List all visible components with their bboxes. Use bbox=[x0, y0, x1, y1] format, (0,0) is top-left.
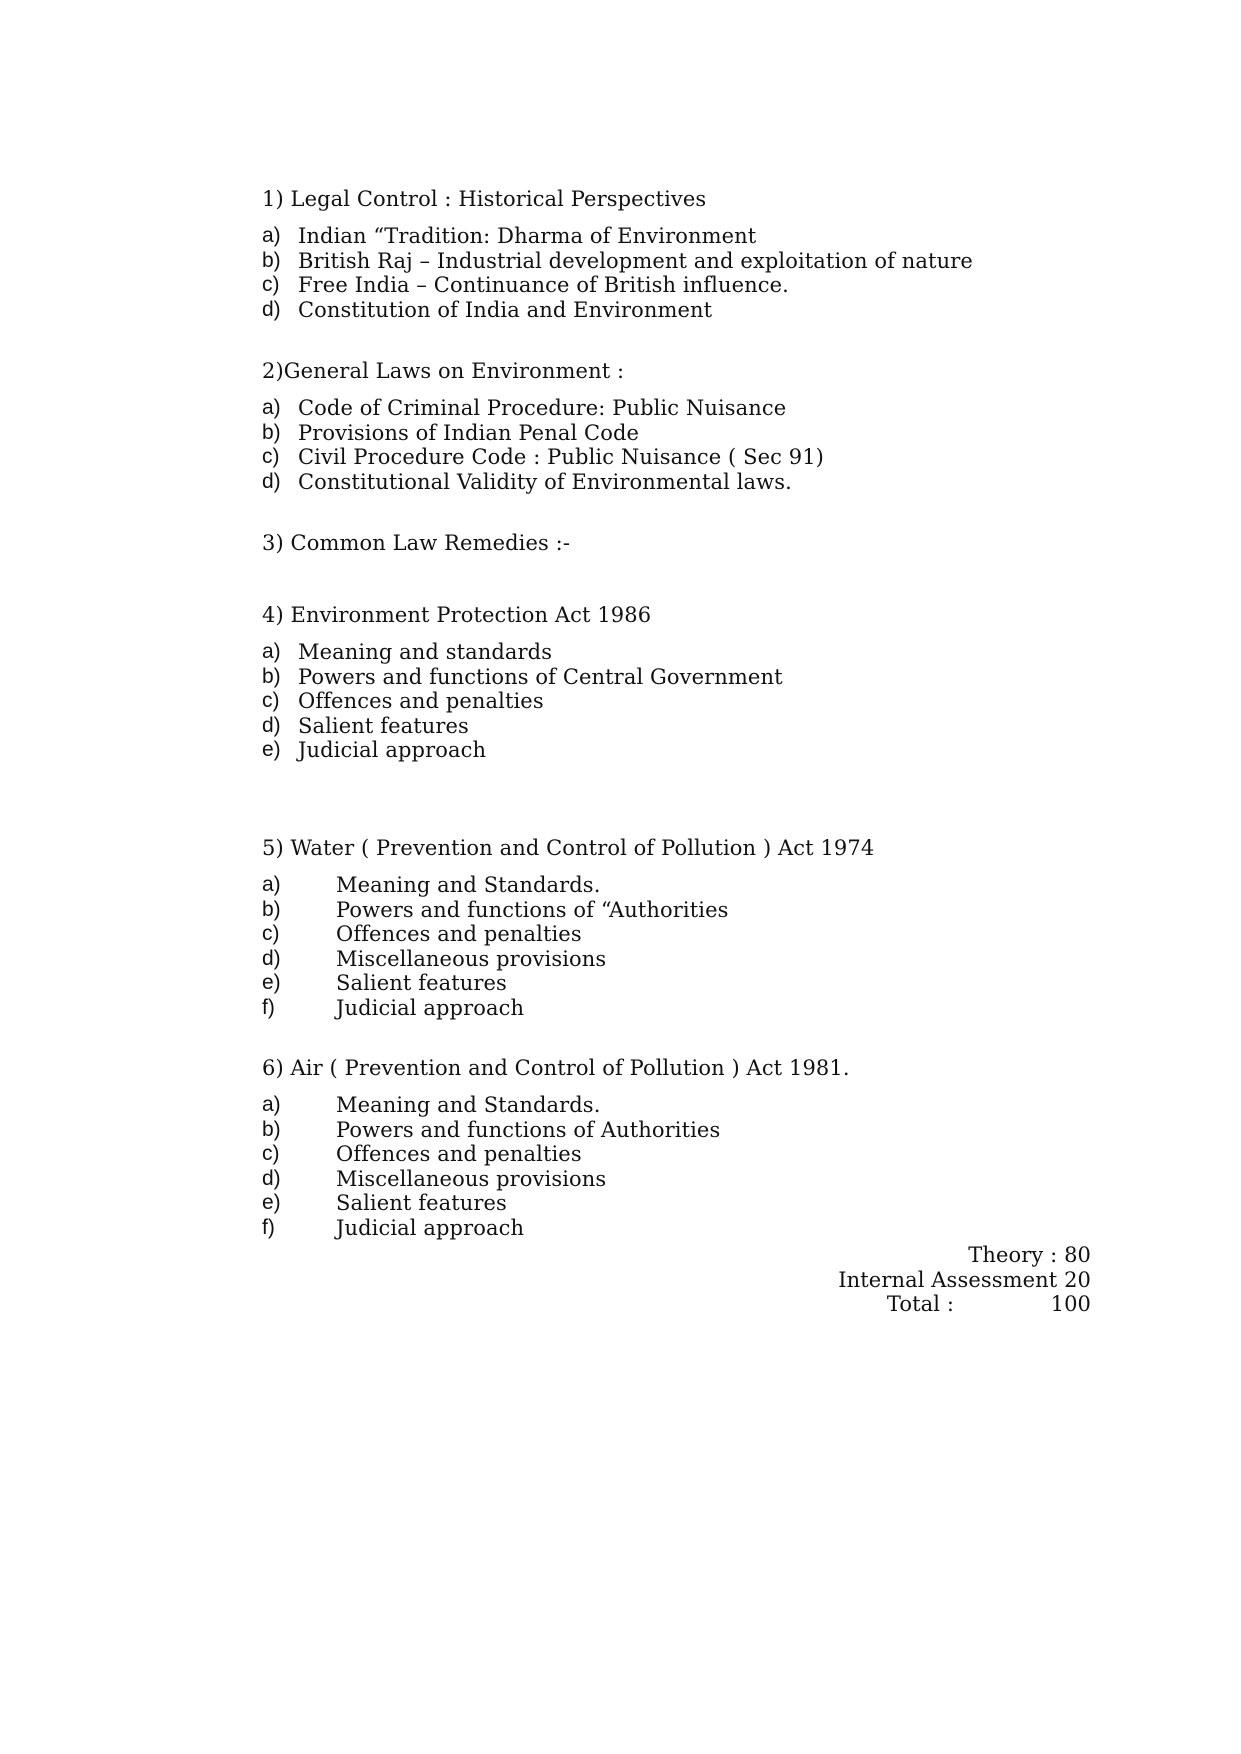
item-text: Miscellaneous provisions bbox=[336, 946, 607, 971]
item-text: Salient features bbox=[336, 971, 507, 995]
item-letter: a) bbox=[262, 1093, 281, 1116]
item-text: Constitution of India and Environment bbox=[298, 297, 713, 322]
item-letter: c) bbox=[262, 273, 280, 296]
item-text: Free India – Continuance of British influence. bbox=[298, 273, 789, 297]
item-text: Powers and functions of Central Government bbox=[298, 664, 783, 689]
item-text: Offences and penalties bbox=[336, 922, 582, 946]
item-letter: e) bbox=[262, 738, 281, 761]
item-text: Powers and functions of Authorities bbox=[336, 1117, 721, 1142]
item-text: Powers and functions of “Authorities bbox=[336, 897, 729, 922]
section-heading-3: 3) Common Law Remedies :- bbox=[262, 531, 571, 555]
item-letter: c) bbox=[262, 445, 280, 468]
item-letter: a) bbox=[262, 873, 281, 896]
item-letter: d) bbox=[262, 946, 281, 970]
item-letter: c) bbox=[262, 922, 280, 945]
total-row bbox=[831, 1292, 1091, 1317]
item-text: Judicial approach bbox=[336, 995, 525, 1020]
section-heading-4: 4) Environment Protection Act 1986 bbox=[262, 603, 652, 627]
item-text: Meaning and Standards. bbox=[336, 1093, 601, 1117]
item-letter: b) bbox=[262, 664, 281, 688]
item-letter: a) bbox=[262, 640, 281, 663]
item-text: British Raj – Industrial development and exploitation of nature bbox=[298, 248, 973, 273]
item-text: Judicial approach bbox=[298, 738, 487, 762]
item-letter: f) bbox=[262, 1215, 275, 1239]
item-letter: b) bbox=[262, 897, 281, 921]
item-text: Salient features bbox=[298, 713, 469, 738]
item-letter: d) bbox=[262, 1166, 281, 1190]
item-text: Civil Procedure Code : Public Nuisance ( Sec 91) bbox=[298, 445, 824, 469]
internal-assessment-row bbox=[831, 1268, 1091, 1293]
item-text: Meaning and standards bbox=[298, 640, 553, 664]
section-heading-5: 5) Water ( Prevention and Control of Pollution ) Act 1974 bbox=[262, 836, 875, 860]
item-text: Provisions of Indian Penal Code bbox=[298, 420, 640, 445]
internal-assessment-marks: Internal Assessment 20 bbox=[838, 1267, 1091, 1292]
item-text: Meaning and Standards. bbox=[336, 873, 601, 897]
section-heading-6: 6) Air ( Prevention and Control of Pollution ) Act 1981. bbox=[262, 1056, 850, 1080]
item-letter: e) bbox=[262, 1191, 281, 1214]
item-letter: f) bbox=[262, 995, 275, 1019]
item-letter: e) bbox=[262, 971, 281, 994]
section-heading-1: 1) Legal Control : Historical Perspectives bbox=[262, 187, 707, 211]
item-text: Offences and penalties bbox=[298, 689, 544, 713]
section-heading-2: 2)General Laws on Environment : bbox=[262, 359, 625, 383]
item-text: Salient features bbox=[336, 1191, 507, 1215]
item-text: Constitutional Validity of Environmental laws. bbox=[298, 469, 792, 494]
item-letter: d) bbox=[262, 297, 281, 321]
total-value: 100 bbox=[1050, 1292, 1091, 1316]
item-letter: b) bbox=[262, 248, 281, 272]
item-letter: d) bbox=[262, 713, 281, 737]
marks-summary bbox=[831, 1243, 1091, 1317]
theory-marks: Theory : 80 bbox=[968, 1243, 1091, 1267]
item-text: Judicial approach bbox=[336, 1215, 525, 1240]
item-letter: b) bbox=[262, 420, 281, 444]
item-text: Offences and penalties bbox=[336, 1142, 582, 1166]
total-label: Total : bbox=[886, 1292, 954, 1316]
theory-row bbox=[831, 1243, 1091, 1268]
item-letter: c) bbox=[262, 1142, 280, 1165]
item-text: Code of Criminal Procedure: Public Nuisance bbox=[298, 396, 787, 420]
item-letter: b) bbox=[262, 1117, 281, 1141]
item-letter: a) bbox=[262, 224, 281, 247]
item-text: Indian “Tradition: Dharma of Environment bbox=[298, 224, 757, 248]
item-letter: a) bbox=[262, 396, 281, 419]
item-letter: d) bbox=[262, 469, 281, 493]
item-letter: c) bbox=[262, 689, 280, 712]
item-text: Miscellaneous provisions bbox=[336, 1166, 607, 1191]
